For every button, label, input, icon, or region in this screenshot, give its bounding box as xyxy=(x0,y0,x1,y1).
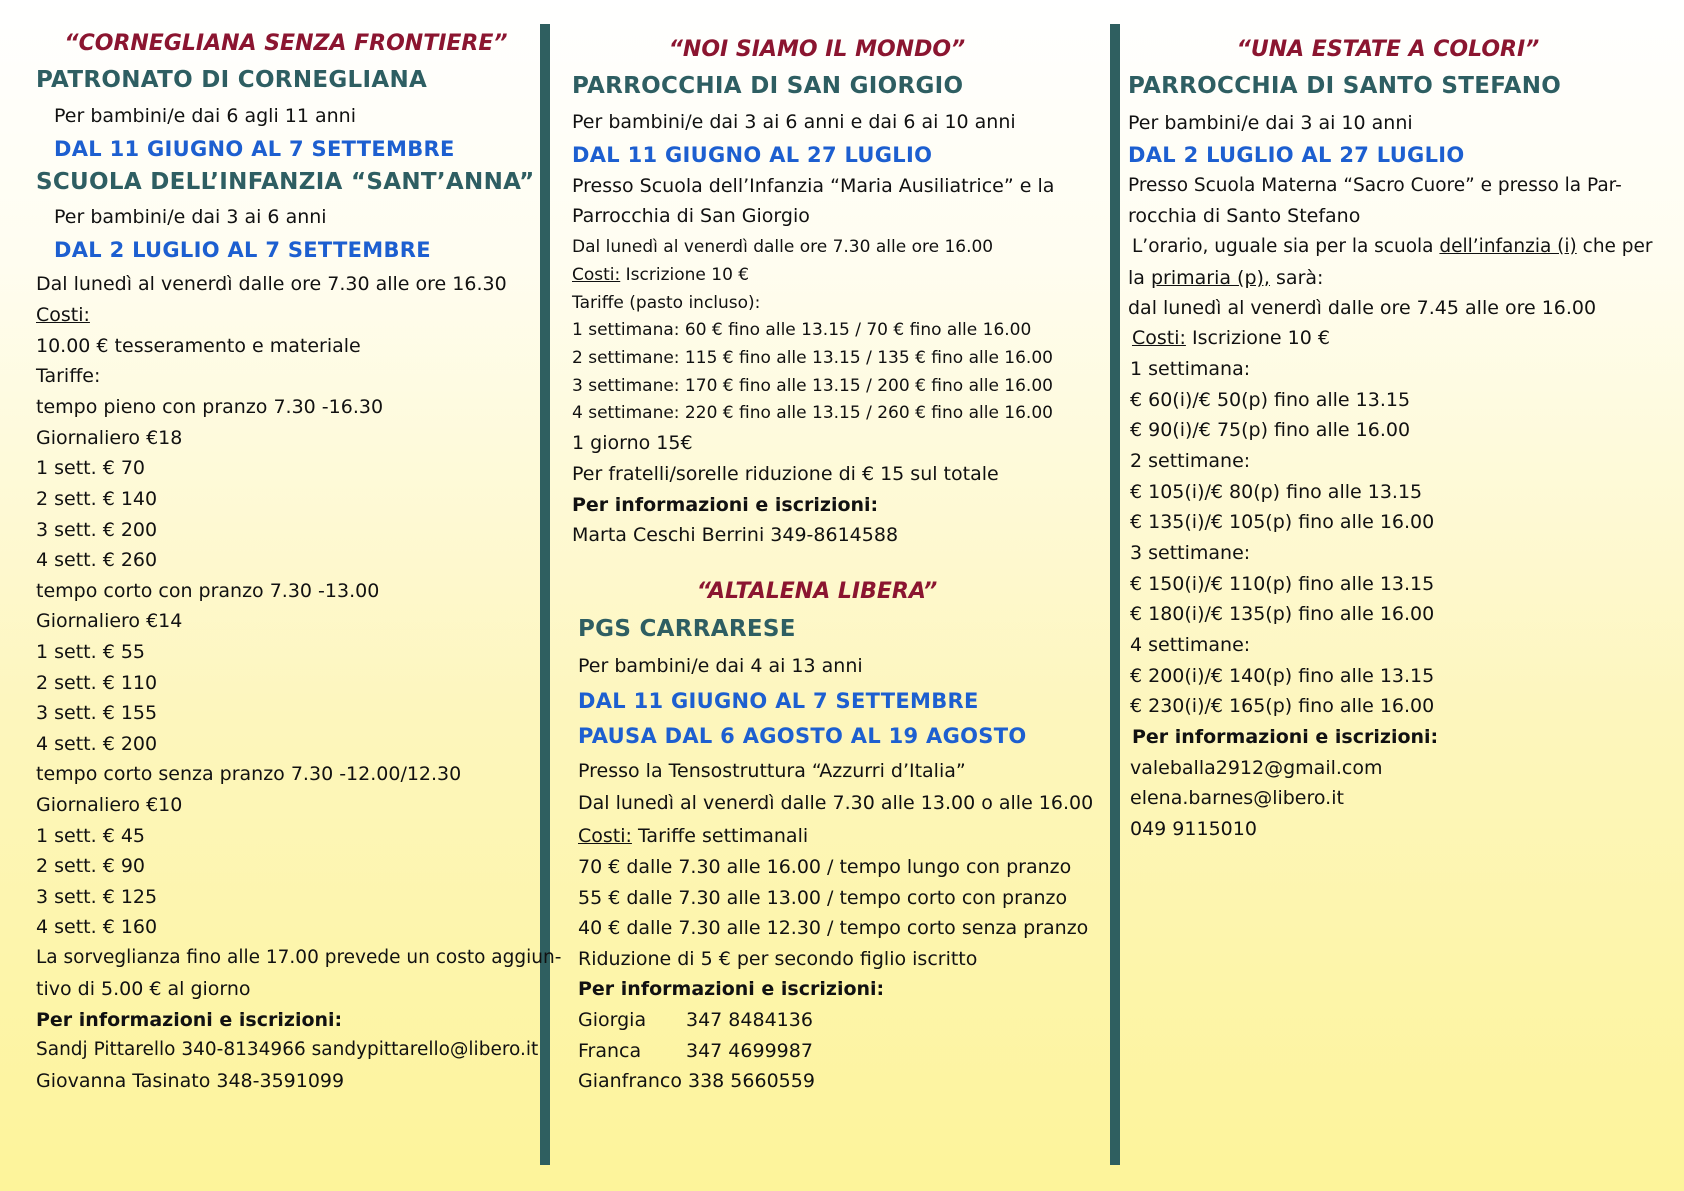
price-line: La sorveglianza fino alle 17.00 prevede un costo aggiun- xyxy=(36,947,562,968)
hours-text: Dal lunedì al venerdì dalle ore 7.30 alle ore 16.30 xyxy=(36,273,507,295)
schedule-text xyxy=(1132,235,1653,259)
hours-text: dal lunedì al venerdì dalle ore 7.45 alle ore 16.00 xyxy=(1128,297,1597,319)
contact-line xyxy=(578,1069,815,1093)
date-range: DAL 2 LUGLIO AL 7 SETTEMBRE xyxy=(54,238,431,262)
price-line: 1 settimana: xyxy=(1130,358,1251,380)
contact-phone: 338 5660559 xyxy=(688,1070,815,1092)
tariff-line: 3 settimane: 170 € fino alle 13.15 / 200 € fino alle 16.00 xyxy=(572,376,1053,396)
price-line: 10.00 € tesseramento e materiale xyxy=(36,335,361,357)
price-line: 70 € dalle 7.30 alle 16.00 / tempo lungo con pranzo xyxy=(578,856,1072,878)
price-line: € 105(i)/€ 80(p) fino alle 13.15 xyxy=(1130,481,1423,503)
contact-line: Giovanna Tasinato 348-3591099 xyxy=(36,1070,345,1092)
location-text: Presso Scuola dell’Infanzia “Maria Ausiliatrice” e la xyxy=(572,175,1055,197)
price-line: 2 sett. € 110 xyxy=(36,672,158,694)
contact-line xyxy=(578,1008,813,1032)
costs-line xyxy=(578,824,808,848)
costs-label: Costi: xyxy=(1132,327,1186,349)
location-text: Presso la Tensostruttura “Azzurri d’Italia” xyxy=(578,760,966,782)
organizer-name: PARROCCHIA DI SAN GIORGIO xyxy=(572,73,964,99)
column-divider-right xyxy=(1110,24,1120,1165)
price-line: 4 settimane: xyxy=(1130,634,1251,656)
schedule-text-part: che per xyxy=(1576,236,1653,257)
price-line: Giornaliero €18 xyxy=(36,427,183,449)
tariff-line: 1 settimana: 60 € fino alle 13.15 / 70 € fino alle 16.00 xyxy=(572,320,1032,340)
contact-line: Marta Ceschi Berrini 349-8614588 xyxy=(572,524,899,546)
costs-value: Iscrizione 10 € xyxy=(1185,327,1330,349)
siblings-discount: Per fratelli/sorelle riduzione di € 15 sul totale xyxy=(572,463,999,485)
age-range: Per bambini/e dai 3 ai 6 anni xyxy=(54,206,327,228)
age-range: Per bambini/e dai 4 ai 13 anni xyxy=(578,655,863,677)
price-line: € 180(i)/€ 135(p) fino alle 16.00 xyxy=(1130,603,1435,625)
price-line: 2 settimane: xyxy=(1130,450,1251,472)
contact-email[interactable]: elena.barnes@libero.it xyxy=(1130,787,1344,809)
info-label: Per informazioni e iscrizioni: xyxy=(572,494,879,516)
price-line: 40 € dalle 7.30 alle 12.30 / tempo corto senza pranzo xyxy=(578,917,1089,939)
price-line: € 90(i)/€ 75(p) fino alle 16.00 xyxy=(1130,419,1411,441)
price-line: Tariffe: xyxy=(36,365,101,387)
price-line: tivo di 5.00 € al giorno xyxy=(36,978,251,1000)
location-text: Parrocchia di San Giorgio xyxy=(572,205,810,227)
organizer-name: SCUOLA DELL’INFANZIA “SANT’ANNA” xyxy=(36,169,535,195)
costs-label: Costi: xyxy=(572,265,621,285)
contact-line: Sandj Pittarello 340-8134966 sandypittarello@libero.it xyxy=(36,1039,539,1060)
contact-phone: 049 9115010 xyxy=(1130,818,1257,840)
contact-phone: 347 8484136 xyxy=(686,1009,813,1031)
organizer-name: PARROCCHIA DI SANTO STEFANO xyxy=(1128,73,1562,99)
costs-label: Costi: xyxy=(36,304,90,326)
date-range: DAL 11 GIUGNO AL 27 LUGLIO xyxy=(572,143,933,167)
price-line: € 200(i)/€ 140(p) fino alle 13.15 xyxy=(1130,665,1435,687)
info-label: Per informazioni e iscrizioni: xyxy=(578,978,885,1000)
price-line: 2 sett. € 140 xyxy=(36,488,158,510)
camp-title: “ALTALENA LIBERA” xyxy=(696,579,938,604)
schedule-text xyxy=(1128,266,1323,290)
price-line: 1 sett. € 45 xyxy=(36,825,145,847)
costs-value: Iscrizione 10 € xyxy=(620,265,750,285)
price-line: 1 sett. € 70 xyxy=(36,457,145,479)
info-label: Per informazioni e iscrizioni: xyxy=(1132,726,1439,748)
age-range: Per bambini/e dai 3 ai 6 anni e dai 6 ai 10 anni xyxy=(572,111,1016,133)
infanzia-term: dell’infanzia (i) xyxy=(1439,236,1577,257)
schedule-text-part: L’orario, uguale sia per la scuola xyxy=(1132,236,1440,257)
contact-line xyxy=(578,1039,813,1063)
info-label: Per informazioni e iscrizioni: xyxy=(36,1009,343,1031)
price-line: 55 € dalle 7.30 alle 13.00 / tempo corto con pranzo xyxy=(578,887,1068,909)
date-range: DAL 2 LUGLIO AL 27 LUGLIO xyxy=(1128,143,1465,167)
price-line: 3 sett. € 155 xyxy=(36,702,158,724)
pause-range: PAUSA DAL 6 AGOSTO AL 19 AGOSTO xyxy=(578,724,1027,748)
schedule-text-part: la xyxy=(1128,267,1151,289)
tariff-line: Tariffe (pasto incluso): xyxy=(572,293,761,313)
contact-name: Franca xyxy=(578,1040,642,1062)
price-line: 4 sett. € 260 xyxy=(36,549,158,571)
price-line: 3 sett. € 125 xyxy=(36,886,158,908)
tariff-line: 4 settimane: 220 € fino alle 13.15 / 260 € fino alle 16.00 xyxy=(572,403,1053,423)
price-line: tempo corto senza pranzo 7.30 -12.00/12.30 xyxy=(36,763,462,785)
primaria-term: primaria (p), xyxy=(1150,267,1270,289)
price-line: Riduzione di 5 € per secondo figlio iscritto xyxy=(578,948,978,970)
price-line: 1 sett. € 55 xyxy=(36,641,145,663)
contact-email[interactable]: valeballa2912@gmail.com xyxy=(1130,757,1383,779)
hours-text: Dal lunedì al venerdì dalle 7.30 alle 13.00 o alle 16.00 xyxy=(578,792,1094,814)
price-line: tempo corto con pranzo 7.30 -13.00 xyxy=(36,580,380,602)
costs-line xyxy=(572,263,749,287)
hours-text: Dal lunedì al venerdì dalle ore 7.30 alle ore 16.00 xyxy=(572,237,994,257)
price-line: Giornaliero €10 xyxy=(36,794,183,816)
price-line: tempo pieno con pranzo 7.30 -16.30 xyxy=(36,396,384,418)
age-range: Per bambini/e dai 3 ai 10 anni xyxy=(1128,112,1413,134)
costs-line xyxy=(1132,326,1330,350)
camp-title: “UNA ESTATE A COLORI” xyxy=(1236,37,1540,62)
contact-phone: 347 4699987 xyxy=(686,1040,813,1062)
location-text: rocchia di Santo Stefano xyxy=(1128,205,1361,227)
price-line: Giornaliero €14 xyxy=(36,610,183,632)
tariff-line: 2 settimane: 115 € fino alle 13.15 / 135 € fino alle 16.00 xyxy=(572,348,1053,368)
price-line: € 60(i)/€ 50(p) fino alle 13.15 xyxy=(1130,389,1411,411)
date-range: DAL 11 GIUGNO AL 7 SETTEMBRE xyxy=(54,137,455,161)
camp-title: “NOI SIAMO IL MONDO” xyxy=(668,37,966,62)
price-line: € 135(i)/€ 105(p) fino alle 16.00 xyxy=(1130,511,1435,533)
date-range: DAL 11 GIUGNO AL 7 SETTEMBRE xyxy=(578,689,979,713)
schedule-text-part: sarà: xyxy=(1269,267,1324,289)
price-line: 2 sett. € 90 xyxy=(36,855,145,877)
price-line: € 150(i)/€ 110(p) fino alle 13.15 xyxy=(1130,573,1435,595)
column-divider-left xyxy=(540,24,550,1165)
price-line: € 230(i)/€ 165(p) fino alle 16.00 xyxy=(1130,695,1435,717)
price-line: 3 sett. € 200 xyxy=(36,519,158,541)
costs-value: Tariffe settimanali xyxy=(631,825,809,847)
organizer-name: PATRONATO DI CORNEGLIANA xyxy=(36,67,428,93)
costs-label: Costi: xyxy=(578,825,632,847)
contact-name: Giorgia xyxy=(578,1009,647,1031)
price-line: 4 sett. € 200 xyxy=(36,733,158,755)
location-text: Presso Scuola Materna “Sacro Cuore” e presso la Par- xyxy=(1128,175,1622,196)
daily-price: 1 giorno 15€ xyxy=(572,432,693,454)
contact-name: Gianfranco xyxy=(578,1070,682,1092)
organizer-name: PGS CARRARESE xyxy=(578,616,796,642)
camp-title: “CORNEGLIANA SENZA FRONTIERE” xyxy=(64,31,508,56)
price-line: 4 sett. € 160 xyxy=(36,916,158,938)
price-line: 3 settimane: xyxy=(1130,542,1251,564)
age-range: Per bambini/e dai 6 agli 11 anni xyxy=(54,105,356,127)
